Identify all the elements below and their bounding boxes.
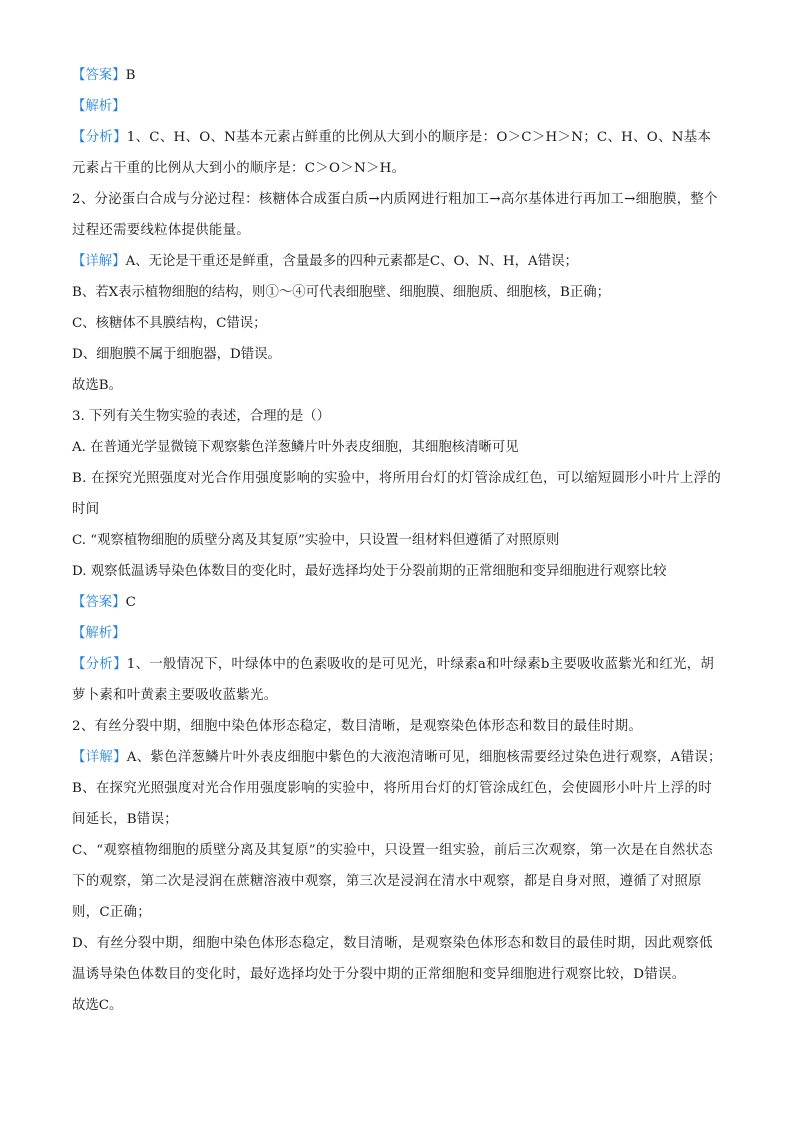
detail-d: D、有丝分裂中期，细胞中染色体形态稳定，数目清晰，是观察染色体形态和数目的最佳时期，因此观察低温诱导染色体数目的变化时，最好选择均处于分裂中期的正常细胞和变异细胞进行观察比较，D错误。 bbox=[72, 936, 713, 982]
detail-a-text: A、无论是干重还是鲜重，含量最多的四种元素都是C、O、N、H，A错误； bbox=[125, 254, 578, 269]
fenxi-tag: 【 分析 】 bbox=[72, 657, 127, 672]
answer-tag: 【 答案 】 bbox=[72, 595, 126, 610]
analysis-tag: 【 解析 】 bbox=[72, 99, 126, 114]
fenxi-paragraph-2: 2、分泌蛋白合成与分泌过程：核糖体合成蛋白质→内质网进行粗加工→高尔基体进行再加工→细胞膜，整个过程还需要线粒体提供能量。 bbox=[72, 192, 718, 238]
answer-value: B bbox=[125, 68, 136, 83]
conclusion: 故选C。 bbox=[72, 998, 123, 1013]
answer-line bbox=[72, 60, 724, 91]
option-b: B. 在探究光照强度对光合作用强度影响的实验中，将所用台灯的灯管涂成红色，可以缩短圆形小叶片上浮的时间 bbox=[72, 471, 722, 517]
answer-tag: 【 答案 】 bbox=[72, 68, 126, 83]
fenxi-paragraph-1 bbox=[72, 122, 724, 184]
detail-tag: 【 详解 】 bbox=[72, 254, 126, 269]
conclusion: 故选B。 bbox=[72, 378, 123, 393]
detail-d: D、细胞膜不属于细胞器，D错误。 bbox=[72, 347, 281, 362]
analysis-tag: 【 解析 】 bbox=[72, 626, 126, 641]
detail-b: B、在探究光照强度对光合作用强度影响的实验中，将所用台灯的灯管涂成红色，会使圆形小叶片上浮的时间延长，B错误； bbox=[72, 781, 712, 827]
detail-a-text: A、紫色洋葱鳞片叶外表皮细胞中紫色的大液泡清晰可见，细胞核需要经过染色进行观察，A错误； bbox=[126, 750, 722, 765]
detail-c: C、核糖体不具膜结构，C错误； bbox=[72, 316, 267, 331]
answer-line bbox=[72, 587, 724, 618]
detail-b: B、若X表示植物细胞的结构，则①～④可代表细胞壁、细胞膜、细胞质、细胞核，B正确； bbox=[72, 285, 611, 300]
page-content bbox=[72, 60, 724, 1021]
question-stem: 3. 下列有关生物实验的表述，合理的是（） bbox=[72, 409, 331, 424]
fenxi-text-1: 1、C、H、O、N基本元素占鲜重的比例从大到小的顺序是：O＞C＞H＞N；C、H、O、N基本元素占干重的比例从大到小的顺序是：C＞O＞N＞H。 bbox=[72, 130, 712, 176]
fenxi-paragraph-2: 2、有丝分裂中期，细胞中染色体形态稳定，数目清晰，是观察染色体形态和数目的最佳时期。 bbox=[72, 719, 643, 734]
detail-a bbox=[72, 742, 724, 773]
analysis-heading bbox=[72, 618, 724, 649]
option-a: A. 在普通光学显微镜下观察紫色洋葱鳞片叶外表皮细胞，其细胞核清晰可见 bbox=[72, 440, 519, 455]
fenxi-tag: 【 分析 】 bbox=[72, 130, 127, 145]
detail-tag: 【 详解 】 bbox=[72, 750, 127, 765]
option-c: C. “观察植物细胞的质壁分离及其复原”实验中，只设置一组材料但遵循了对照原则 bbox=[72, 533, 560, 548]
detail-a bbox=[72, 246, 724, 277]
detail-c: C、“观察植物细胞的质壁分离及其复原”的实验中，只设置一组实验，前后三次观察，第一次是在自然状态下的观察，第二次是浸润在蔗糖溶液中观察，第三次是浸润在清水中观察，都是自身对照，遵循了对照原则，C正确； bbox=[72, 843, 713, 920]
fenxi-paragraph-1 bbox=[72, 649, 724, 711]
option-d: D. 观察低温诱导染色体数目的变化时，最好选择均处于分裂前期的正常细胞和变异细胞进行观察比较 bbox=[72, 564, 667, 579]
fenxi-text-1: 1、一般情况下，叶绿体中的色素吸收的是可见光，叶绿素a和叶绿素b主要吸收蓝紫光和红光，胡萝卜素和叶黄素主要吸收蓝紫光。 bbox=[72, 657, 715, 703]
analysis-heading bbox=[72, 91, 724, 122]
answer-value: C bbox=[125, 595, 136, 610]
